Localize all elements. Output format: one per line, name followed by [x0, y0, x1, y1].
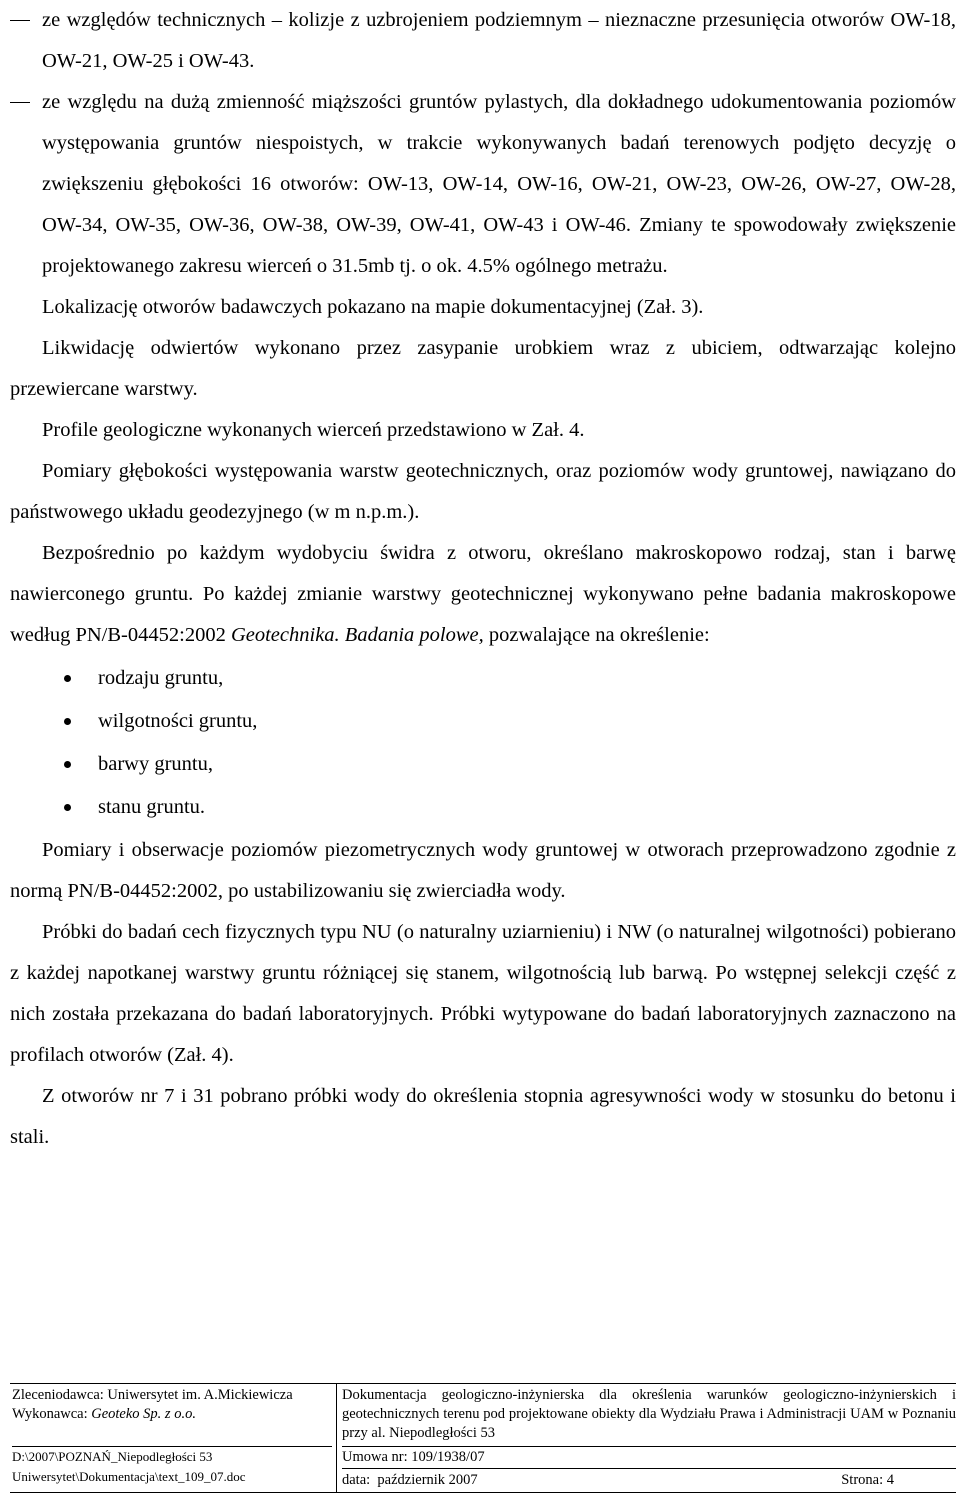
paragraph-profile: Profile geologiczne wykonanych wierceń przedstawiono w Zał. 4. [42, 419, 585, 441]
paragraph-lokalizacja: Lokalizację otworów badawczych pokazano na mapie dokumentacyjnej (Zał. 3). [42, 296, 704, 318]
footer-date-line [342, 1468, 956, 1491]
paragraph-pomiary: Pomiary głębokości występowania warstw geotechnicznych, oraz poziomów wody gruntowej, nawiązano do państwowego układu geodezyjnego (w m n.p.m.). [10, 460, 956, 523]
footer-document-description: Dokumentacja geologiczno-inżynierska dla określenia warunków geologiczno-inżynierskich i geotechnicznych terenu pod projektowane obiekty dla Wydziału Prawa i Administracji UAM w Poznaniu przy al. Niepodległości 53 [342, 1387, 956, 1441]
footer-contractor [12, 1405, 293, 1424]
footer-client-block [12, 1386, 293, 1424]
footer-path-line: Uniwersytet\Dokumentacja\text_109_07.doc [12, 1469, 246, 1484]
footer-client: Zleceniodawca: Uniwersytet im. A.Mickiewicza [12, 1387, 293, 1403]
dash-item-text: ze względu na dużą zmienność miąższości gruntów pylastych, dla dokładnego udokumentowania poziomów występowania gruntów niespoistych, w trakcie wykonywanych badań terenowych podjęto decyzję o zwiększeniu głębokości 16 otworów: OW-13, OW-14, OW-16, OW-21, OW-23, OW-26, OW-27, OW-28, OW-34, OW-35, OW-36, OW-38, OW-39, OW-41, OW-43 i OW-46. Zmiany te spowodowały zwiększenie projektowanego zakresu wierceń o 31.5mb tj. o ok. 4.5% ogólnego metrażu. [42, 91, 956, 277]
page-footer [10, 1383, 956, 1493]
footer-contract-number: Umowa nr: 109/1938/07 [342, 1446, 956, 1468]
standard-title: Geotechnika. Badania polowe, [230, 624, 484, 646]
bullet-dot-icon [64, 718, 71, 725]
footer-right-cell [342, 1384, 956, 1492]
paragraph-piezometr: Pomiary i obserwacje poziomów piezometrycznych wody gruntowej w otworach przeprowadzono zgodnie z normą PN/B-04452:2002, po ustabilizowaniu się zwierciadła wody. [10, 839, 956, 902]
footer-path-line: D:\2007\POZNAŃ_Niepodległości 53 [12, 1449, 213, 1464]
paragraph-bezposrednio [10, 533, 956, 656]
list-item [10, 787, 956, 828]
list-item [10, 658, 956, 699]
bullet-dot-icon [64, 804, 71, 811]
list-item-text: rodzaju gruntu, [98, 667, 224, 689]
bullet-list [10, 658, 956, 828]
bullet-dot-icon [64, 675, 71, 682]
list-item [10, 744, 956, 785]
list-item-text: stanu gruntu. [98, 796, 206, 818]
footer-left-cell [10, 1384, 337, 1492]
list-item [10, 701, 956, 742]
dash-item-technical-reasons [10, 0, 956, 82]
list-item-text: wilgotności gruntu, [98, 710, 258, 732]
paragraph-likwidacja: Likwidację odwiertów wykonano przez zasypanie urobkiem wraz z ubiciem, odtwarzając kolejno przewiercane warstwy. [10, 337, 956, 400]
bullet-dot-icon [64, 761, 71, 768]
paragraph-woda: Z otworów nr 7 i 31 pobrano próbki wody do określenia stopnia agresywności wody w stosunku do betonu i stali. [10, 1085, 956, 1148]
dash-bullet [10, 20, 30, 21]
footer-date: data: październik 2007 [342, 1472, 478, 1488]
paragraph-text: pozwalające na określenie: [483, 624, 710, 646]
dash-item-depth-increase [10, 82, 956, 287]
footer-page-number: Strona: 4 [841, 1472, 894, 1488]
paragraph-text: Bezpośrednio po każdym wydobyciu świdra z otworu, określano makroskopowo rodzaj, stan i barwę nawierconego gruntu. Po każdej zmianie warstwy geotechnicznej wykonywano pełne badania makroskopowe według PN/B-04452:2002 [10, 542, 956, 646]
footer-contractor-name: Geoteko Sp. z o.o. [91, 1406, 196, 1422]
paragraph-probki: Próbki do badań cech fizycznych typu NU (o naturalny uziarnieniu) i NW (o naturalnej wilgotności) pobierano z każdej napotkanej warstwy gruntu różniącej się stanem, wilgotnością lub barwą. Po wstępnej selekcji część z nich została przekazana do badań laboratoryjnych. Próbki wytypowane do badań laboratoryjnych zaznaczono na profilach otworów (Zał. 4). [10, 921, 956, 1066]
footer-contractor-label: Wykonawca: [12, 1406, 92, 1422]
document-body [10, 0, 956, 1158]
dash-bullet [10, 102, 30, 103]
list-item-text: barwy gruntu, [98, 753, 214, 775]
footer-file-path [12, 1446, 332, 1487]
dash-item-text: ze względów technicznych – kolizje z uzbrojeniem podziemnym – nieznaczne przesunięcia otworów OW-18, OW-21, OW-25 i OW-43. [42, 9, 956, 72]
